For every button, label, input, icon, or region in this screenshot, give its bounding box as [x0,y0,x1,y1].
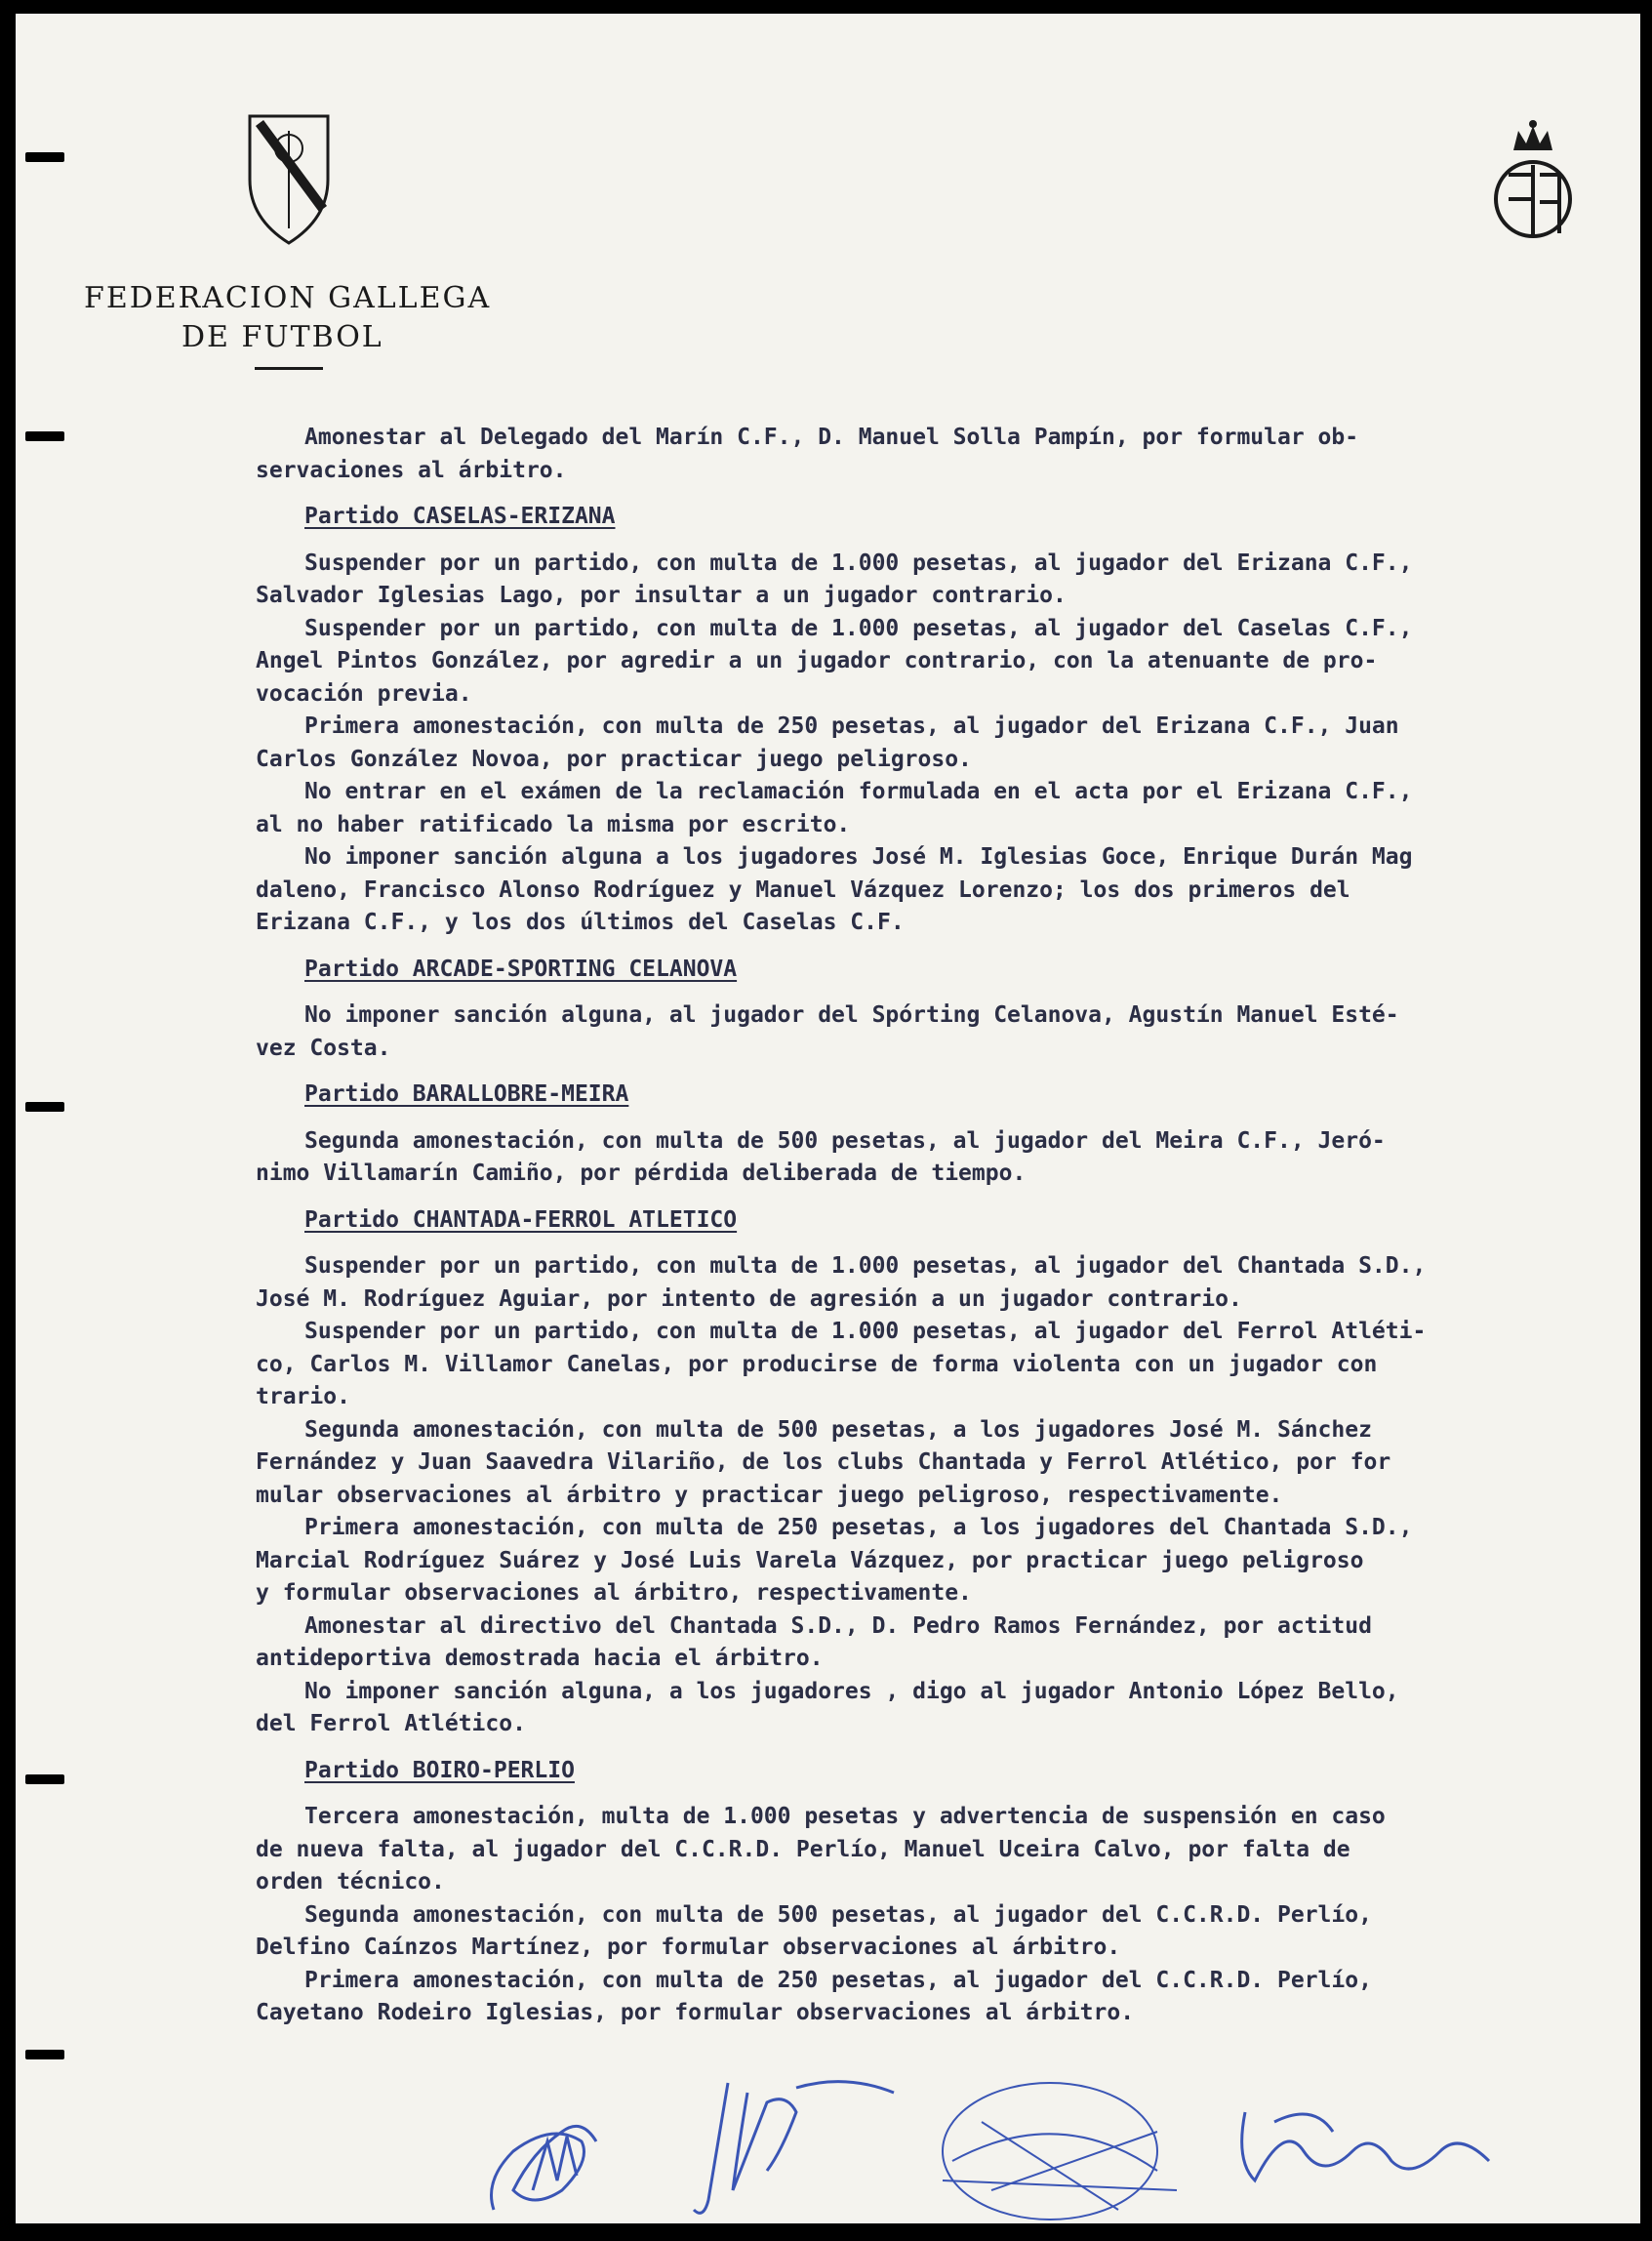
paragraph: Segunda amonestación, con multa de 500 pesetas, al jugador del Meira C.F., Jeró- nimo Villamarín Camiño, por pérdida deliberada de tiempo. [256,1127,1386,1186]
paragraph: Primera amonestación, con multa de 250 pesetas, al jugador del Erizana C.F., Juan Carlos González Novoa, por practicar juego peligroso. [256,713,1399,772]
signature-2 [694,2082,894,2214]
rfef-crown-crest-icon [1489,116,1577,243]
paragraph: No imponer sanción alguna, al jugador del Spórting Celanova, Agustín Manuel Esté- vez Costa. [256,1002,1399,1061]
paragraph: Amonestar al directivo del Chantada S.D., D. Pedro Ramos Fernández, por actitud antideportiva demostrada hacia el árbitro. [256,1612,1372,1671]
match-heading: Partido BOIRO-PERLIO [304,1757,575,1783]
title-underline [255,367,323,370]
paragraph: Tercera amonestación, multa de 1.000 pesetas y advertencia de suspensión en caso de nueva falta, al jugador del C.C.R.D. Perlío, Manuel Uceira Calvo, por falta de orden técnico. [256,1804,1386,1895]
binder-hole-mark [25,1102,64,1112]
signature-3 [943,2083,1177,2220]
match-heading: Partido CHANTADA-FERROL ATLETICO [304,1206,738,1233]
paragraph: No entrar en el exámen de la reclamación formulada en el acta por el Erizana C.F., al no haber ratificado la misma por escrito. [256,779,1413,837]
paragraph: Segunda amonestación, con multa de 500 pesetas, a los jugadores José M. Sánchez Fernández y Juan Saavedra Vilariño, de los clubs Chantada y Ferrol Atlético, por for mular observaciones al árbitro y practicar juego peligroso, respectivamente. [256,1416,1391,1508]
federation-name-line2: DE FUTBOL [181,320,383,354]
paragraph: Primera amonestación, con multa de 250 pesetas, al jugador del C.C.R.D. Perlío, Cayetano Rodeiro Iglesias, por formular observaciones al árbitro. [256,1967,1372,2025]
match-heading: Partido CASELAS-ERIZANA [304,504,616,529]
paragraph: Amonestar al Delegado del Marín C.F., D. Manuel Solla Pampín, por formular ob- servaciones al árbitro. [256,425,1359,483]
document-page [16,14,1640,2223]
match-heading: Partido ARCADE-SPORTING CELANOVA [304,956,738,982]
binder-hole-mark [25,431,64,441]
paragraph: No imponer sanción alguna a los jugadores José M. Iglesias Goce, Enrique Durán Mag daleno, Francisco Alonso Rodríguez y Manuel Vázquez Lorenzo; los dos primeros del Erizana C.F., y los dos últimos del Caselas C.F. [256,844,1413,935]
binder-hole-mark [25,2050,64,2059]
document-body [256,422,1622,2030]
binder-hole-mark [25,1774,64,1784]
paragraph: Segunda amonestación, con multa de 500 pesetas, al jugador del C.C.R.D. Perlío, Delfino Caínzos Martínez, por formular observaciones al árbitro. [256,1901,1372,1960]
federation-name-line1: FEDERACION GALLEGA [84,281,492,315]
signature-4 [1242,2112,1489,2180]
match-heading: Partido BARALLOBRE-MEIRA [304,1081,629,1107]
paragraph: Primera amonestación, con multa de 250 pesetas, a los jugadores del Chantada S.D., Marcial Rodríguez Suárez y José Luis Varela Vázquez, por practicar juego peligroso y formular observaciones al árbitro, respectivamente. [256,1515,1413,1606]
signature-1 [492,2126,597,2210]
paragraph: No imponer sanción alguna, a los jugadores , digo al jugador Antonio López Bello, del Ferrol Atlético. [256,1678,1399,1736]
federacion-gallega-shield-icon [245,111,333,248]
paragraph: Suspender por un partido, con multa de 1.000 pesetas, al jugador del Ferrol Atléti- co, Carlos M. Villamor Canelas, por producirse de forma violenta con un jugador con trario. [256,1319,1427,1409]
paragraph: Suspender por un partido, con multa de 1.000 pesetas, al jugador del Chantada S.D., José M. Rodríguez Aguiar, por intento de agresión a un jugador contrario. [256,1253,1427,1312]
paragraph: Suspender por un partido, con multa de 1.000 pesetas, al jugador del Caselas C.F., Angel Pintos González, por agredir a un jugador contrario, con la atenuante de pro- vocación previa. [256,615,1413,707]
paragraph: Suspender por un partido, con multa de 1.000 pesetas, al jugador del Erizana C.F., Salvador Iglesias Lago, por insultar a un jugador contrario. [256,550,1413,608]
binder-hole-mark [25,152,64,162]
signatures-area [474,2063,1548,2229]
